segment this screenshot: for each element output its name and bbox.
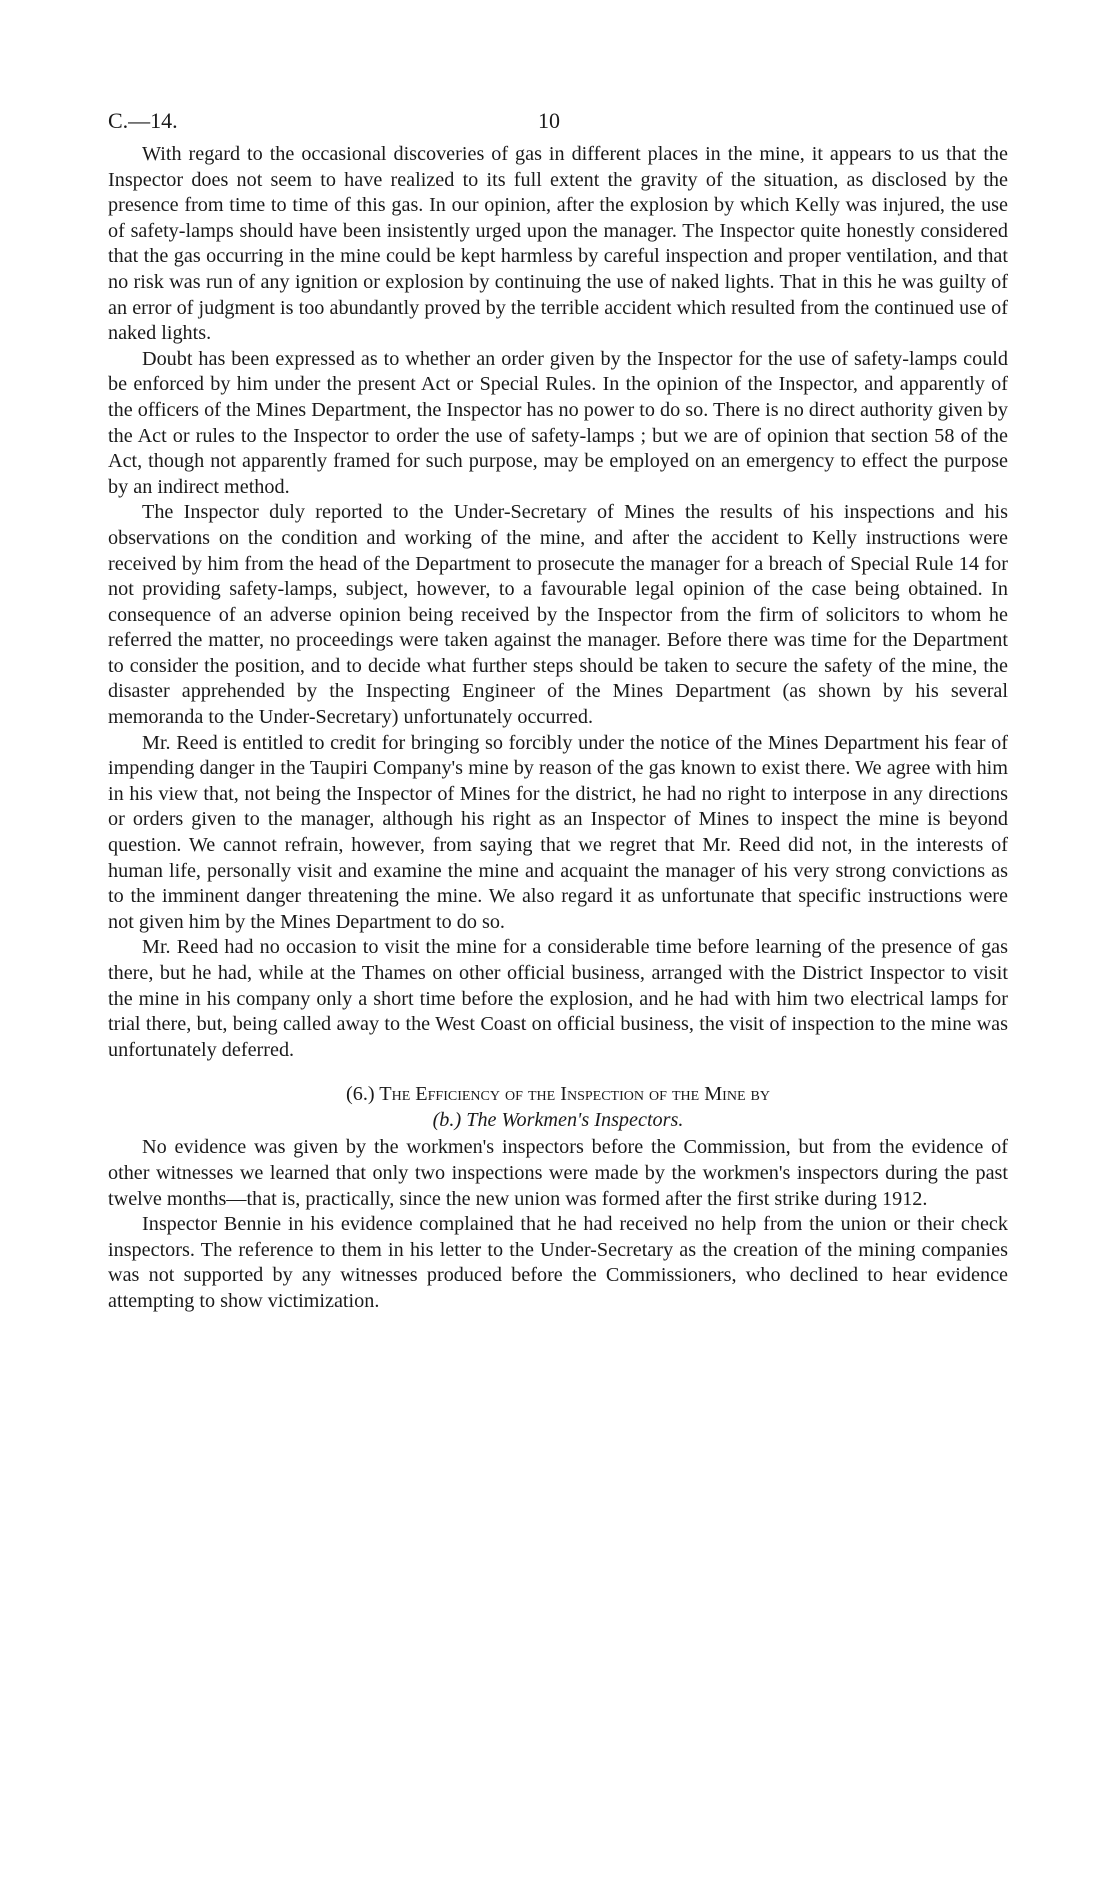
section-subheading: (b.) The Workmen's Inspectors. [432, 1109, 684, 1132]
paragraph-inspector-bennie: Inspector Bennie in his evidence complained that he had received no help from the union or their check inspectors. The reference to them in his letter to the Under-Secretary as the creation of the mining companies was not supported by any witnesses produced before the Commissioners, who declined to hear evidence attempting to show victimization. [108, 1213, 1008, 1312]
running-header [108, 108, 1008, 142]
paragraph-mr-reed-credit: Mr. Reed is entitled to credit for bringing so forcibly under the notice of the Mines Department his fear of impending danger in the Taupiri Company's mine by reason of the gas known to exist there. We agree with him in his view that, not being the Inspector of Mines for the district, he had no right to interpose in any directions or orders given to the manager, although his right as an Inspector of Mines to inspect the mine is beyond question. We cannot refrain, however, from saying that we regret that Mr. Reed did not, in the interests of human life, personally visit and examine the mine and acquaint the manager of his very strong convictions as to the imminent danger threatening the mine. We also regard it as unfortunate that specific instructions were not given him by the Mines Department to do so. [108, 731, 1008, 933]
paragraph-mr-reed-visit: Mr. Reed had no occasion to visit the mine for a considerable time before learning of the presence of gas there, but he had, while at the Thames on other official business, arranged with the District Inspector to visit the mine in his company only a short time before the explosion, and he had with him two electrical lamps for trial there, but, being called away to the West Coast on official business, the visit of inspection to the mine was unfortunately deferred. [108, 936, 1008, 1061]
body-section-2 [108, 1135, 1008, 1314]
document-page [108, 108, 1008, 1315]
document-reference: C.—14. [108, 108, 178, 133]
paragraph-gas-discoveries: With regard to the occasional discoveries of gas in different places in the mine, it appears to us that the Inspector does not seem to have realized to its full extent the gravity of the situation, as disclosed by the presence from time to time of this gas. In our opinion, after the explosion by which Kelly was injured, the use of safety-lamps should have been insistently urged upon the manager. The Inspector quite honestly considered that the gas occurring in the mine could be kept harmless by careful inspection and proper ventilation, and that no risk was run of any ignition or explosion by continuing the use of naked lights. That in this he was guilty of an error of judgment is too abundantly proved by the terrible accident which resulted from the continued use of naked lights. [108, 143, 1008, 345]
section-heading: (6.) The Efficiency of the Inspection of the Mine by [346, 1083, 770, 1106]
body-section-1 [108, 142, 1008, 1063]
paragraph-inspector-report: The Inspector duly reported to the Under-Secretary of Mines the results of his inspections and his observations on the condition and working of the mine, and after the accident to Kelly instructions were received by him from the head of the Department to prosecute the manager for a breach of Special Rule 14 for not providing safety-lamps, subject, however, to a favourable legal opinion of the case being obtained. In consequence of an adverse opinion being received by the Inspector from the firm of solicitors to whom he referred the matter, no proceedings were taken against the manager. Before there was time for the Department to consider the position, and to decide what further steps should be taken to secure the safety of the mine, the disaster apprehended by the Inspecting Engineer of the Mines Department (as shown by his several memoranda to the Under-Secretary) unfortunately occurred. [108, 501, 1008, 729]
page-number: 10 [538, 108, 560, 133]
paragraph-workmen-inspectors: No evidence was given by the workmen's inspectors before the Commission, but from the evidence of other witnesses we learned that only two inspections were made by the workmen's inspectors during the past twelve months—that is, practically, since the new union was formed after the first strike during 1912. [108, 1136, 1008, 1210]
paragraph-safety-lamp-order: Doubt has been expressed as to whether an order given by the Inspector for the use of safety-lamps could be enforced by him under the present Act or Special Rules. In the opinion of the Inspector, and apparently of the officers of the Mines Department, the Inspector has no power to do so. There is no direct authority given by the Act or rules to the Inspector to order the use of safety-lamps ; but we are of opinion that section 58 of the Act, though not apparently framed for such purpose, may be employed on an emergency to effect the purpose by an indirect method. [108, 347, 1008, 498]
